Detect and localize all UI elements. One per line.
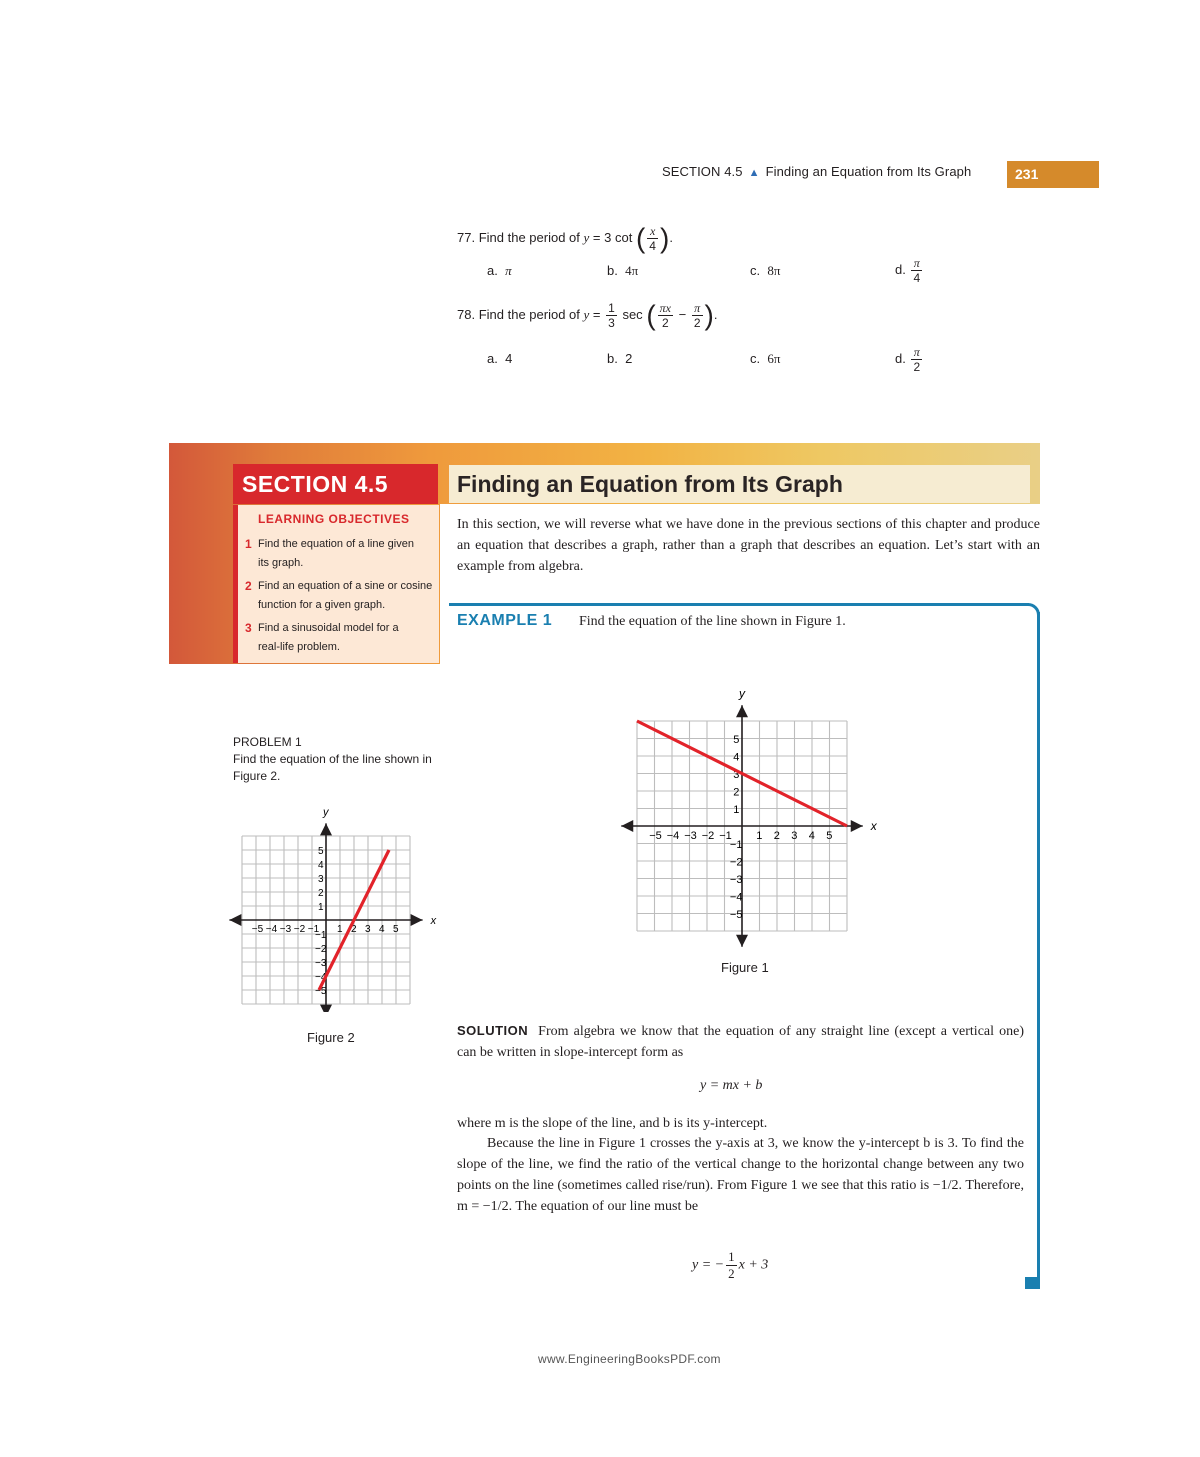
math-func: cot [615,229,633,245]
triangle-icon: ▲ [748,167,760,179]
choice-78d: d. $\frac{\pi}{2}$ [895,345,921,374]
y-tick-label: 2 [318,888,324,899]
example-label: EXAMPLE 1 [457,612,553,629]
exercise-77: 77. Find the period of y = 3 cot ( $\frac{x}{4}$ ). [457,222,673,254]
x-tick-label: −5 [251,924,264,935]
x-axis-arrow [229,914,241,926]
exercise-78: 78. Find the period of y = $\frac{1}{3}$ sec ( $\frac{\pi x}{2}$ − $\frac{\pi}{2}$ ). [457,299,718,331]
y-tick-label: 5 [318,846,324,857]
x-tick-label: −3 [684,830,697,842]
example-border-right [1037,612,1040,1277]
math-var: y [583,229,590,245]
exercise-prompt: Find the period of [478,306,580,322]
x-tick-label: 3 [365,924,371,935]
y-tick-label: −1 [315,930,327,941]
exercise-prompt: Find the period of [478,229,580,245]
equation-final: y = − $\frac{1}{2}$ x + 3 [692,1249,769,1281]
y-tick-label: 5 [733,733,740,746]
x-tick-label: 2 [773,830,780,842]
x-tick-label: 5 [826,830,833,842]
math-op: = [592,229,601,245]
y-tick-label: 1 [318,902,324,913]
math-fraction: $\frac{x}{4}$ [649,224,656,253]
y-axis-arrow [320,823,332,835]
choice-77a: a. π [487,263,512,278]
figure-1-graph [615,685,885,955]
y-axis-arrow [736,705,748,717]
x-axis-arrow [411,914,423,926]
x-tick-label: −1 [719,830,732,842]
running-header-section: SECTION 4.5 [662,164,743,179]
y-tick-label: 3 [318,874,324,885]
y-tick-label: −3 [729,873,743,886]
y-tick-label: −1 [729,838,743,851]
problem-text: Find the equation of the line shown in Figure 2. [233,752,432,783]
objectives-strip [233,505,238,663]
y-tick-label: 1 [733,803,740,816]
exercise-number: 78. [457,306,476,322]
figure-2-caption: Figure 2 [307,1030,355,1045]
y-axis-label: y [739,686,745,701]
x-tick-label: 4 [808,830,815,842]
solution-paragraph-2: where m is the slope of the line, and b is its y-intercept. [457,1116,768,1131]
x-tick-label: −4 [265,924,278,935]
section-title: Finding an Equation from Its Graph [457,471,843,497]
y-tick-label: −5 [729,908,743,921]
footer-url: www.EngineeringBooksPDF.com [538,1352,721,1366]
y-axis-arrow [736,935,748,947]
y-tick-label: −3 [315,958,327,969]
objectives-heading: LEARNING OBJECTIVES [258,512,410,526]
y-tick-label: −4 [315,972,327,983]
choice-78b: b. 2 [607,351,633,366]
choice-77b: b. 4π [607,263,639,278]
x-axis-arrow [621,820,633,832]
x-tick-label: −2 [293,924,306,935]
y-tick-label: 4 [318,860,324,871]
choice-78a: a. 4 [487,351,513,366]
choice-77c: c. 8π [750,263,781,278]
x-tick-label: 2 [351,924,357,935]
x-tick-label: −2 [701,830,715,842]
section-label: SECTION 4.5 [242,471,389,497]
y-axis-label: y [323,806,329,819]
x-tick-label: −4 [666,830,680,842]
x-axis-label: x [430,915,437,927]
choice-77d: d. $\frac{\pi}{4}$ [895,256,921,285]
x-tick-label: 3 [791,830,798,842]
figure-1-caption: Figure 1 [721,960,769,975]
page-number: 231 [1007,161,1099,188]
example-text: Find the equation of the line shown in Figure 1. [579,614,846,629]
y-axis-arrow [320,1005,332,1012]
x-tick-label: 5 [393,924,399,935]
y-tick-label: 4 [733,751,740,764]
example-end-marker [1025,1277,1040,1289]
y-tick-label: −5 [315,986,327,997]
x-tick-label: 4 [379,924,385,935]
example-border-top [449,603,1029,606]
solution-label: SOLUTION [457,1023,529,1038]
x-axis-label: x [870,819,877,833]
figure-2-graph [225,800,445,1012]
y-tick-label: −2 [315,944,327,955]
x-tick-label: −3 [279,924,292,935]
exercise-number: 77. [457,229,476,245]
x-tick-label: 1 [756,830,763,842]
running-header [662,164,971,179]
problem-label: PROBLEM 1 [233,735,302,749]
intro-paragraph: In this section, we will reverse what we have done in the previous sections of this chapter and produce an equation that describes a graph, rather than a graph that describes an equation. Let’s start with an example from algebra. [457,517,1040,574]
x-tick-label: −5 [649,830,662,842]
solution-paragraph-3: Because the line in Figure 1 crosses the y-axis at 3, we know the y-intercept b is 3. To find the slope of the line, we find the ratio of the vertical change to the horizontal change between any two points on the line (sometimes called rise/run). From Figure 1 we see that this ratio is −1/2. Therefore, m = −1/2. The equation of our line must be [457,1136,1024,1214]
equation-slope-intercept: y = mx + b [700,1078,763,1093]
y-tick-label: −4 [729,891,743,904]
y-tick-label: 3 [733,768,740,781]
running-header-title: Finding an Equation from Its Graph [765,164,972,179]
x-tick-label: 1 [337,924,343,935]
x-axis-arrow [851,820,863,832]
choice-78c: c. 6π [750,351,781,366]
y-tick-label: −2 [729,856,743,869]
x-tick-label: −1 [307,924,320,935]
math-coef: 3 [604,229,612,245]
solution-paragraph-1: SOLUTION From algebra we know that the equation of any straight line (except a vertical one) can be written in slope-intercept form as [457,1023,1024,1060]
y-tick-label: 2 [733,786,740,799]
